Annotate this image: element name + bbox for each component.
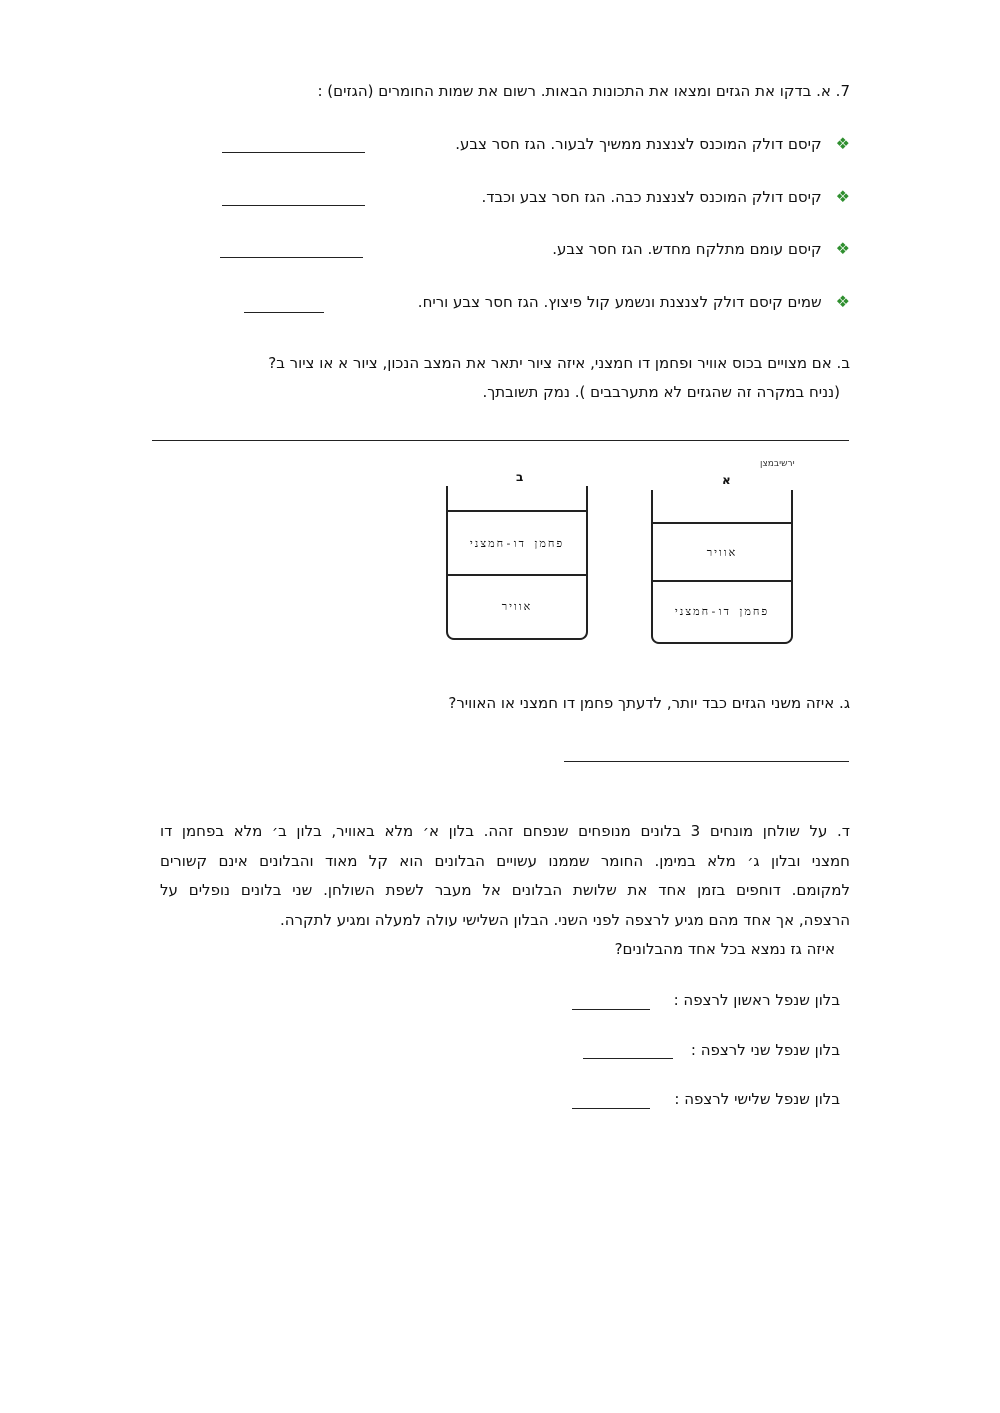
beaker-b-label: ב xyxy=(516,470,524,484)
q7a-item-text: קיסם דולק המוכנס לצנצנת ממשיך לבעור. הגז חסר צבע. xyxy=(455,135,822,153)
beaker-b-bottom-layer: אוויר xyxy=(501,599,533,613)
q7d-answer-3-line[interactable] xyxy=(572,1107,650,1109)
q7d-answer-1-label: בלון שנפל ראשון לרצפה : xyxy=(673,991,840,1009)
q7c-text: ג. איזה משני הגזים כבד יותר, לדעתך פחמן דו חמצני או האוויר? xyxy=(448,694,850,712)
q7c-answer-line[interactable] xyxy=(564,760,849,762)
q7a-item-4 xyxy=(418,292,850,311)
q7a-item-2 xyxy=(481,187,850,206)
q7a-answer-2-line[interactable] xyxy=(222,204,365,206)
beaker-a-label: א xyxy=(722,473,731,487)
q7d-answer-2-label: בלון שנפל שני לרצפה : xyxy=(690,1041,840,1059)
bullet-icon: ❖ xyxy=(835,134,850,153)
q7d-answer-3-label: בלון שנפל שלישי לרצפה : xyxy=(674,1090,840,1108)
q7a-item-3 xyxy=(552,239,850,258)
bullet-icon: ❖ xyxy=(835,187,850,206)
scan-mark: ירשיבמצן xyxy=(760,459,795,469)
q7d-line-3: למקומם. דוחפים בזמן אחד את שלושת הבלונים אל מעבר לשפת השולחן. שני בלונים נופלים על xyxy=(160,881,850,899)
beaker-a-top-layer: אוויר xyxy=(706,545,738,559)
beaker-b-top-layer: פחמן דו-חמצני xyxy=(469,536,565,550)
q7b-answer-line[interactable] xyxy=(152,439,849,441)
beaker-a xyxy=(651,490,793,644)
q7d-answer-2-line[interactable] xyxy=(583,1057,673,1059)
q7a-item-1 xyxy=(455,134,850,153)
q7d-line-2: חמצני ובלון ג׳ מלא במימן. החומר שממנו עשויים הבלונים הוא קל מאוד והבלונים אינם קשורים xyxy=(160,851,850,870)
beaker-b xyxy=(446,486,588,640)
bullet-icon: ❖ xyxy=(835,239,850,258)
q7a-answer-1-line[interactable] xyxy=(222,151,365,153)
q7a-prompt: 7. א. בדקו את הגזים ומצאו את התכונות הבאות. רשום את שמות החומרים (הגזים) : xyxy=(317,82,850,100)
q7d-answer-1-line[interactable] xyxy=(572,1008,650,1010)
q7d-line-4: הרצפה, אך אחד מהם מגיע לרצפה לפני השני. הבלון השלישי עולה למעלה ומגיע לתקרה. xyxy=(279,910,850,929)
q7d-question: איזה גז נמצא בכל אחד מהבלונים? xyxy=(614,940,835,958)
q7d-line-1: ד. על שולחן מונחים 3 בלונים מנופחים שנפחם זהה. בלון א׳ מלא באוויר, בלון ב׳ מלא בפחמן דו xyxy=(160,822,850,840)
bullet-icon: ❖ xyxy=(835,292,850,311)
q7b-line-1: ב. אם מצויים בכוס אוויר ופחמן דו חמצני, איזה ציור יתאר את המצב הנכון, ציור א או ציור ב? xyxy=(268,354,850,372)
q7a-item-text: שמים קיסם דולק לצנצנת ונשמע קול פיצוץ. הגז חסר צבע וריח. xyxy=(417,293,822,311)
q7d-paragraph xyxy=(160,817,850,935)
beaker-a-bottom-layer: פחמן דו-חמצני xyxy=(674,604,770,618)
q7b-line-2: (נניח במקרה זה שהגזים לא מתערבבים ). נמק תשובתך. xyxy=(482,383,840,401)
q7a-answer-4-line[interactable] xyxy=(244,311,324,313)
q7a-item-text: קיסם דולק המוכנס לצנצנת כבה. הגז חסר צבע וכבד. xyxy=(481,188,822,206)
q7a-answer-3-line[interactable] xyxy=(220,256,363,258)
q7a-item-text: קיסם עומם מתלקח מחדש. הגז חסר צבע. xyxy=(552,240,822,258)
